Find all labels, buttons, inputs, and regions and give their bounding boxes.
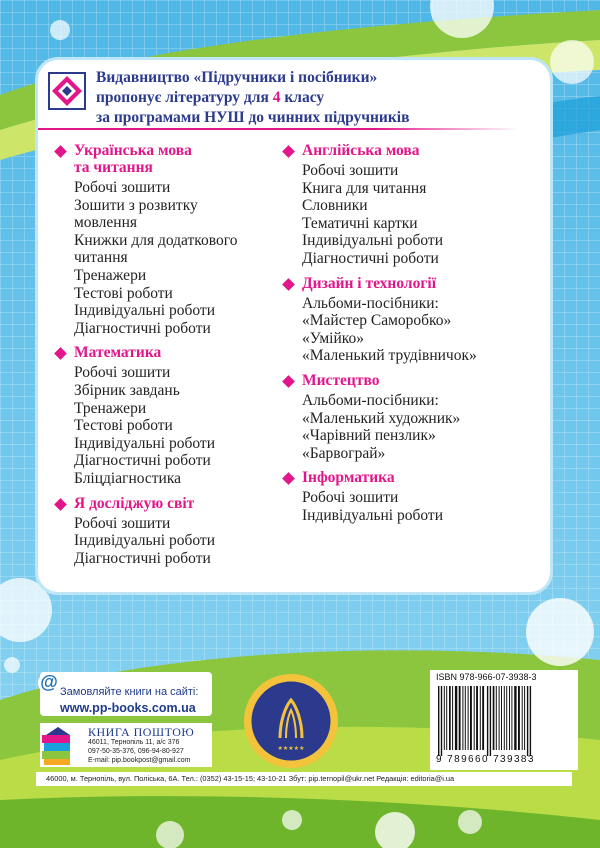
subject-title-line: Дизайн і технології	[302, 274, 436, 292]
subject-title-line: та читання	[74, 159, 153, 176]
list-item: Діагностичні роботи	[74, 319, 211, 337]
barcode-bar	[455, 686, 457, 750]
list-item: Книга для читання	[302, 179, 427, 197]
barcode-digits: 9 789660 739383	[436, 754, 535, 765]
list-item: Діагностичні роботи	[302, 249, 439, 267]
list-item: Тренажери	[74, 266, 147, 284]
list-item: Збірник завдань	[74, 381, 180, 399]
barcode-bar	[470, 686, 472, 750]
order-online-text: Замовляйте книги на сайті:	[60, 686, 199, 698]
subject-title	[52, 142, 272, 176]
publisher-logo-icon	[48, 72, 86, 110]
list-item: «Умійко»	[302, 329, 365, 347]
list-item: «Чарівний пензлик»	[302, 427, 436, 445]
subject-section	[52, 344, 272, 487]
list-item: Робочі зошити	[302, 162, 399, 179]
barcode-bar	[506, 686, 507, 750]
barcode-bar	[449, 686, 451, 750]
subject-title	[52, 495, 272, 512]
barcode-bar	[482, 686, 484, 750]
subject-title	[280, 142, 540, 159]
list-item: Бліцдіагностика	[74, 469, 182, 487]
subject-title-line: Англійська мова	[302, 142, 420, 159]
header-line-3: за програмами НУШ до чинних підручників	[96, 109, 410, 126]
list-item: Зошити з розвитку	[74, 196, 198, 214]
list-item: Робочі зошити	[302, 489, 399, 507]
barcode-bar	[504, 686, 505, 750]
barcode-bar	[490, 686, 491, 756]
list-item: Діагностичні роботи	[74, 452, 211, 470]
subject-title	[280, 372, 540, 389]
barcode-bar	[468, 686, 469, 750]
footer-contacts: 46000, м. Тернопіль, вул. Поліська, 6А. Тел.: (0352) 43-15-15; 43-10-21 Збут: pip.ternopil@ukr.net Редакція: editoria@i.ua	[46, 774, 455, 783]
at-sign-icon: @	[38, 672, 60, 694]
subject-section	[280, 142, 540, 268]
list-item: Книжки для додаткового	[74, 231, 238, 249]
barcode-bar	[474, 686, 475, 750]
list-item: мовлення	[74, 214, 138, 232]
list-item: Індивідуальні роботи	[74, 302, 215, 320]
subject-section	[52, 495, 272, 568]
subject-section	[280, 372, 540, 462]
list-item: Діагностичні роботи	[74, 549, 211, 567]
barcode-bar	[511, 686, 512, 750]
barcode-bar	[462, 686, 463, 750]
list-item: Словники	[302, 197, 368, 215]
header-divider	[38, 128, 518, 130]
header-line-1: Видавництво «Підручники і посібники»	[96, 69, 378, 86]
diamond-bullet-icon	[54, 347, 67, 360]
svg-text:★★★★★: ★★★★★	[277, 745, 305, 752]
list-item: Тестові роботи	[74, 284, 173, 302]
book-post-title: КНИГА ПОШТОЮ	[88, 725, 195, 739]
barcode-bar	[496, 686, 497, 750]
barcode-bar	[493, 686, 495, 750]
list-item: Тренажери	[74, 399, 147, 417]
subject-title-line: Я досліджую світ	[74, 494, 195, 512]
list-item: «Майстер Саморобко»	[302, 312, 452, 330]
barcode-bar	[514, 686, 516, 750]
subject-title	[280, 469, 540, 486]
list-item: Індивідуальні роботи	[74, 532, 215, 550]
barcode-bar	[452, 686, 453, 750]
diamond-bullet-icon	[54, 498, 67, 511]
books-icon	[40, 727, 74, 767]
barcode-bar	[487, 686, 488, 756]
barcode-bar	[438, 686, 439, 756]
barcode-bar	[518, 686, 520, 750]
diamond-bullet-icon	[282, 472, 295, 485]
list-item: «Барвограй»	[302, 444, 386, 462]
subject-section	[280, 469, 540, 524]
barcode-bar	[444, 686, 445, 750]
diamond-bullet-icon	[282, 278, 295, 291]
isbn-number: ISBN 978-966-07-3938-3	[436, 672, 537, 682]
barcode-bar	[501, 686, 502, 750]
barcode-bar	[524, 686, 525, 750]
list-item: Індивідуальні роботи	[74, 434, 215, 452]
website-link[interactable]: www.pp-books.com.ua	[60, 701, 196, 715]
post-email: E-mail: pip.bookpost@gmail.com	[88, 757, 191, 764]
barcode-bar	[509, 686, 510, 750]
diamond-bullet-icon	[54, 145, 67, 158]
barcode-bar	[476, 686, 478, 750]
diamond-bullet-icon	[282, 145, 295, 158]
subject-title-line: Інформатика	[302, 469, 395, 487]
list-item: Робочі зошити	[74, 514, 171, 532]
list-item: «Маленький художник»	[302, 409, 461, 427]
barcode-icon	[436, 686, 572, 756]
subject-title-line: Мистецтво	[302, 371, 380, 389]
right-column	[280, 142, 540, 532]
header-line-2: пропонує літературу для 4 класу	[96, 89, 325, 106]
list-item: Індивідуальні роботи	[302, 506, 443, 524]
list-item: Альбоми-посібники:	[302, 294, 439, 312]
list-item: Робочі зошити	[74, 179, 171, 196]
barcode-bar	[530, 686, 531, 756]
barcode-bar	[446, 686, 447, 750]
subject-title-line: Українська мова	[74, 142, 192, 159]
quality-seal-icon	[242, 672, 340, 770]
barcode-bar	[480, 686, 481, 750]
list-item: «Маленький трудівничок»	[302, 347, 477, 365]
post-phones: 097-50-35-376, 096-94-80-927	[88, 748, 184, 755]
barcode-bar	[441, 686, 442, 756]
list-item: Робочі зошити	[74, 364, 171, 382]
subject-title	[280, 275, 540, 292]
diamond-bullet-icon	[282, 375, 295, 388]
list-item: Індивідуальні роботи	[302, 232, 443, 250]
subject-title-line: Математика	[74, 344, 162, 362]
subject-section	[52, 142, 272, 337]
subject-section	[280, 275, 540, 365]
subject-title	[52, 344, 272, 361]
barcode-bar	[465, 686, 466, 750]
barcode-bar	[522, 686, 523, 750]
left-column	[52, 142, 272, 574]
list-item: Тестові роботи	[74, 417, 173, 435]
list-item: Тематичні картки	[302, 214, 418, 232]
barcode-bar	[527, 686, 528, 756]
barcode-bar	[459, 686, 461, 750]
post-address: 46011, Тернопіль 11, а/с 376	[88, 739, 180, 746]
publisher-header	[48, 68, 542, 132]
list-item: Альбоми-посібники:	[302, 391, 439, 409]
barcode-bar	[499, 686, 500, 750]
list-item: читання	[74, 249, 128, 267]
